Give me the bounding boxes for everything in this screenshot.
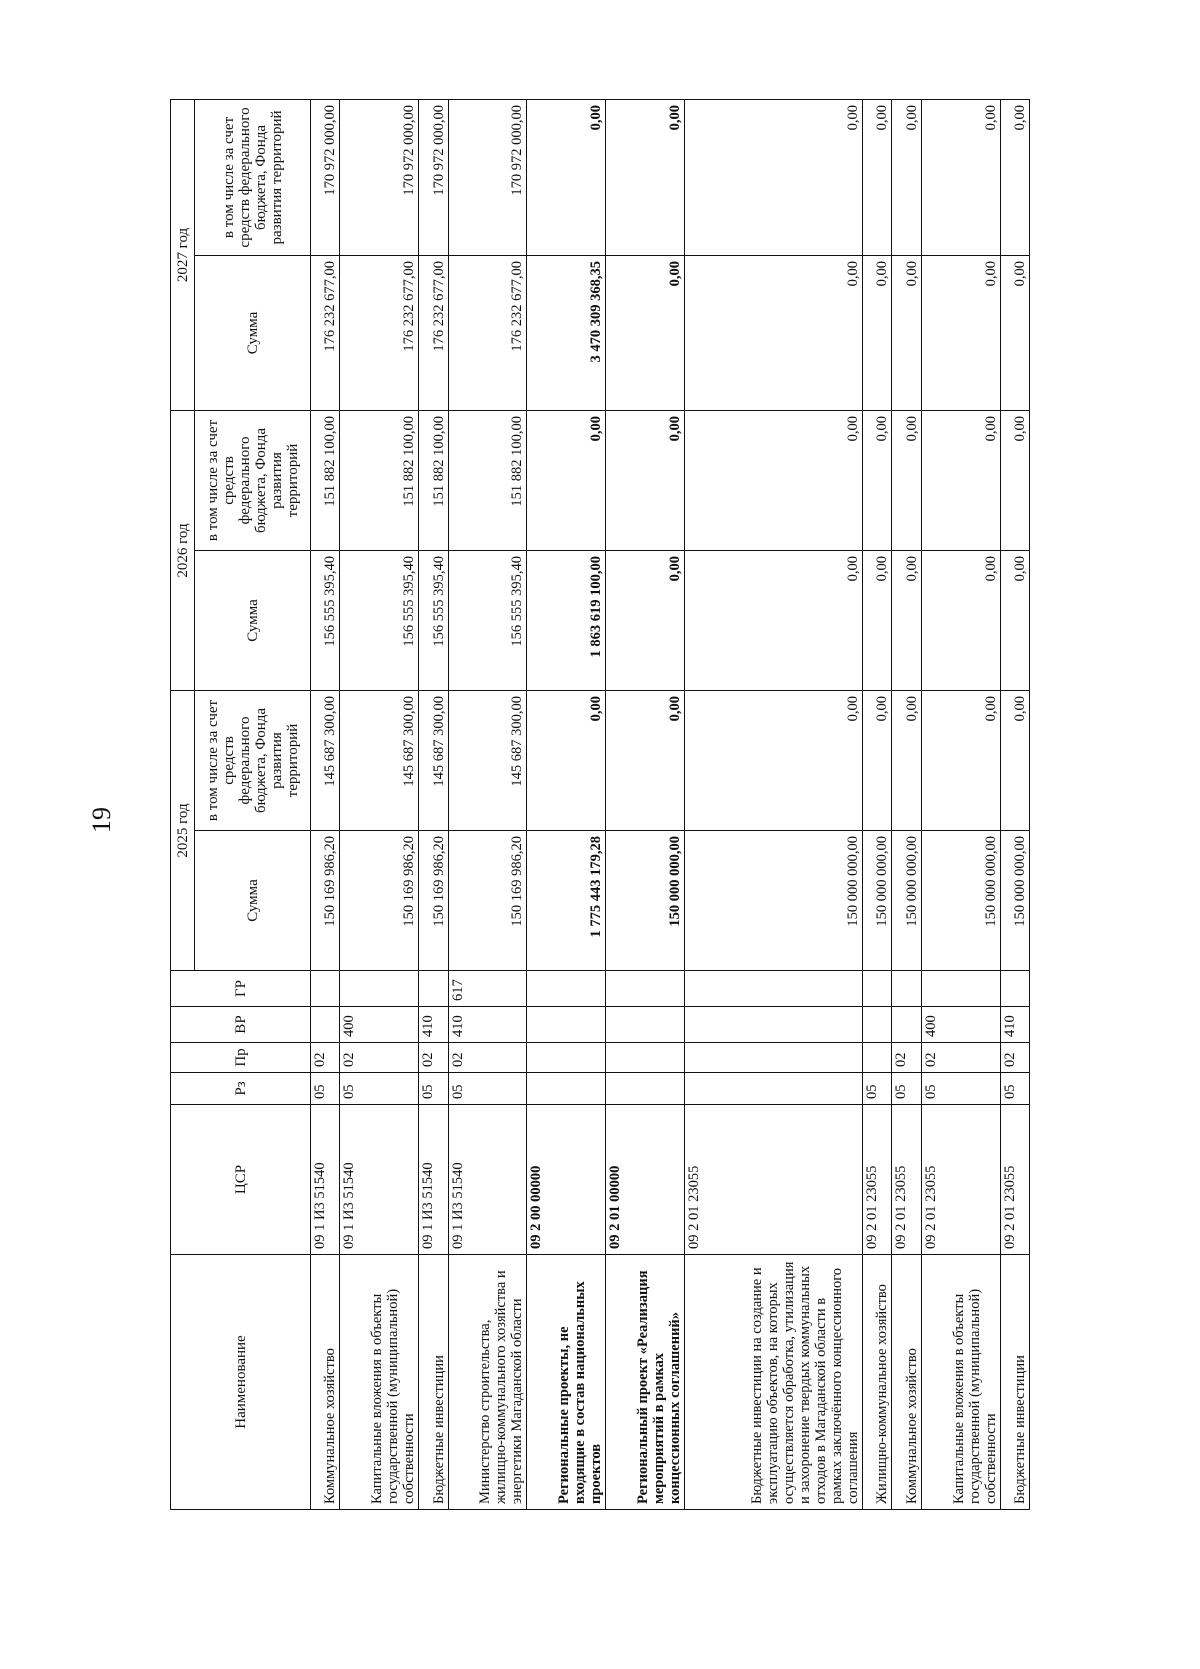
- row-csr: 09 1 И3 51540: [448, 1105, 527, 1255]
- row-sum-2026: 156 555 395,40: [311, 550, 340, 690]
- row-federal-2026: 151 882 100,00: [340, 410, 419, 550]
- row-federal-2025: 0,00: [685, 690, 863, 830]
- row-sum-2026: 0,00: [606, 550, 685, 690]
- row-sum-2027: 0,00: [862, 255, 891, 410]
- row-rz: 05: [1000, 1073, 1029, 1105]
- row-sum-2026: 0,00: [921, 550, 1000, 690]
- row-csr: 09 1 И3 51540: [340, 1105, 419, 1255]
- row-sum-2027: 0,00: [1000, 255, 1029, 410]
- row-gr: [340, 971, 419, 1007]
- row-federal-2026: 0,00: [606, 410, 685, 550]
- row-rz: 05: [448, 1073, 527, 1105]
- row-sum-2026: 0,00: [1000, 550, 1029, 690]
- row-federal-2025: 145 687 300,00: [340, 690, 419, 830]
- row-name: Бюджетные инвестиции на создание и эксплуатацию объектов, на которых осуществляется обработка, утилизация и захоронение твердых коммунальных отходов в Магаданской области в рамках заключённого концессионного соглашения: [685, 1255, 863, 1510]
- table-row: [340, 99, 419, 1509]
- row-federal-2027: 0,00: [606, 99, 685, 255]
- row-federal-2025: 145 687 300,00: [419, 690, 448, 830]
- row-federal-2025: 0,00: [1000, 690, 1029, 830]
- table-row: [862, 99, 891, 1509]
- row-sum-2027: 176 232 677,00: [448, 255, 527, 410]
- row-federal-2025: 145 687 300,00: [448, 690, 527, 830]
- header-vr: ВР: [171, 1007, 311, 1043]
- page-number: 19: [87, 807, 116, 833]
- row-sum-2026: 0,00: [685, 550, 863, 690]
- row-vr: 400: [921, 1007, 1000, 1043]
- row-csr: 09 1 И3 51540: [419, 1105, 448, 1255]
- row-name: Бюджетные инвестиции: [419, 1255, 448, 1510]
- header-csr: ЦСР: [171, 1105, 311, 1255]
- row-name: Капитальные вложения в объекты государственной (муниципальной) собственности: [340, 1255, 419, 1510]
- row-rz: 05: [862, 1073, 891, 1105]
- row-sum-2025: 1 775 443 179,28: [527, 831, 606, 971]
- row-sum-2027: 0,00: [921, 255, 1000, 410]
- row-gr: 617: [448, 971, 527, 1007]
- header-federal-2027: в том числе за счет средств федерального бюджета, Фонда развития территорий: [195, 99, 311, 255]
- row-federal-2025: 0,00: [527, 690, 606, 830]
- row-pr: 02: [892, 1043, 921, 1073]
- row-sum-2026: 156 555 395,40: [448, 550, 527, 690]
- row-rz: [685, 1073, 863, 1105]
- row-csr: 09 2 01 23055: [921, 1105, 1000, 1255]
- header-pr: Пр: [171, 1043, 311, 1073]
- row-csr: 09 1 И3 51540: [311, 1105, 340, 1255]
- row-federal-2026: 0,00: [685, 410, 863, 550]
- header-year-2025: 2025 год: [171, 690, 195, 970]
- row-federal-2027: 0,00: [862, 99, 891, 255]
- row-name: Коммунальное хозяйство: [311, 1255, 340, 1510]
- row-sum-2025: 150 169 986,20: [419, 831, 448, 971]
- row-federal-2026: 0,00: [1000, 410, 1029, 550]
- row-sum-2026: 156 555 395,40: [340, 550, 419, 690]
- row-sum-2025: 150 000 000,00: [606, 831, 685, 971]
- budget-table-rotated: [170, 104, 1030, 1510]
- row-federal-2027: 0,00: [527, 99, 606, 255]
- row-rz: [606, 1073, 685, 1105]
- table-row: [448, 99, 527, 1509]
- row-name: Министерство строительства, жилищно-коммунального хозяйства и энергетики Магаданской области: [448, 1255, 527, 1510]
- row-sum-2025: 150 000 000,00: [921, 831, 1000, 971]
- row-federal-2026: 151 882 100,00: [448, 410, 527, 550]
- row-vr: [892, 1007, 921, 1043]
- header-sum-2026: Сумма: [195, 550, 311, 690]
- row-federal-2026: 0,00: [921, 410, 1000, 550]
- header-year-2027: 2027 год: [171, 99, 195, 410]
- row-vr: 410: [419, 1007, 448, 1043]
- row-gr: [606, 971, 685, 1007]
- row-vr: [527, 1007, 606, 1043]
- row-csr: 09 2 01 00000: [606, 1105, 685, 1255]
- row-vr: [862, 1007, 891, 1043]
- row-sum-2026: 0,00: [862, 550, 891, 690]
- budget-table: [170, 99, 1030, 1510]
- row-federal-2027: 170 972 000,00: [448, 99, 527, 255]
- row-pr: 02: [311, 1043, 340, 1073]
- row-sum-2027: 0,00: [685, 255, 863, 410]
- row-federal-2027: 0,00: [1000, 99, 1029, 255]
- row-federal-2027: 0,00: [921, 99, 1000, 255]
- row-rz: 05: [311, 1073, 340, 1105]
- row-sum-2025: 150 000 000,00: [685, 831, 863, 971]
- row-federal-2026: 151 882 100,00: [311, 410, 340, 550]
- row-name: Региональный проект «Реализация мероприятий в рамках концессионных соглашений»: [606, 1255, 685, 1510]
- row-sum-2027: 0,00: [892, 255, 921, 410]
- row-pr: 02: [1000, 1043, 1029, 1073]
- row-federal-2025: 145 687 300,00: [311, 690, 340, 830]
- row-sum-2027: 3 470 309 368,35: [527, 255, 606, 410]
- row-gr: [419, 971, 448, 1007]
- row-vr: [606, 1007, 685, 1043]
- row-csr: 09 2 01 23055: [1000, 1105, 1029, 1255]
- row-rz: 05: [921, 1073, 1000, 1105]
- row-pr: 02: [448, 1043, 527, 1073]
- row-name: Бюджетные инвестиции: [1000, 1255, 1029, 1510]
- row-federal-2026: 0,00: [527, 410, 606, 550]
- row-gr: [921, 971, 1000, 1007]
- row-gr: [311, 971, 340, 1007]
- table-row: [311, 99, 340, 1509]
- row-federal-2025: 0,00: [921, 690, 1000, 830]
- header-gr: ГР: [171, 971, 311, 1007]
- row-federal-2025: 0,00: [892, 690, 921, 830]
- row-rz: 05: [340, 1073, 419, 1105]
- header-name: Наименование: [171, 1255, 311, 1510]
- row-gr: [685, 971, 863, 1007]
- row-federal-2026: 0,00: [892, 410, 921, 550]
- row-federal-2027: 0,00: [892, 99, 921, 255]
- row-sum-2025: 150 169 986,20: [340, 831, 419, 971]
- row-sum-2027: 176 232 677,00: [311, 255, 340, 410]
- row-csr: 09 2 01 23055: [685, 1105, 863, 1255]
- row-name: Капитальные вложения в объекты государственной (муниципальной) собственности: [921, 1255, 1000, 1510]
- row-sum-2025: 150 169 986,20: [448, 831, 527, 971]
- row-federal-2025: 0,00: [862, 690, 891, 830]
- row-sum-2026: 0,00: [892, 550, 921, 690]
- row-sum-2026: 156 555 395,40: [419, 550, 448, 690]
- table-row: [527, 99, 606, 1509]
- header-federal-2026: в том числе за счет средств федерального бюджета, Фонда развития территорий: [195, 410, 311, 550]
- row-sum-2027: 0,00: [606, 255, 685, 410]
- table-row: [606, 99, 685, 1509]
- row-federal-2027: 0,00: [685, 99, 863, 255]
- header-federal-2025: в том числе за счет средств федерального бюджета, Фонда развития территорий: [195, 690, 311, 830]
- row-pr: 02: [921, 1043, 1000, 1073]
- row-federal-2026: 0,00: [862, 410, 891, 550]
- row-gr: [527, 971, 606, 1007]
- row-pr: 02: [419, 1043, 448, 1073]
- row-sum-2026: 1 863 619 100,00: [527, 550, 606, 690]
- row-pr: [862, 1043, 891, 1073]
- row-csr: 09 2 01 23055: [892, 1105, 921, 1255]
- row-csr: 09 2 01 23055: [862, 1105, 891, 1255]
- table-row: [685, 99, 863, 1509]
- row-gr: [862, 971, 891, 1007]
- row-vr: 400: [340, 1007, 419, 1043]
- row-name: Жилищно-коммунальное хозяйство: [862, 1255, 891, 1510]
- row-pr: [606, 1043, 685, 1073]
- row-federal-2025: 0,00: [606, 690, 685, 830]
- row-name: Региональные проекты, не входящие в состав национальных проектов: [527, 1255, 606, 1510]
- row-sum-2027: 176 232 677,00: [419, 255, 448, 410]
- row-vr: 410: [1000, 1007, 1029, 1043]
- header-year-2026: 2026 год: [171, 410, 195, 690]
- row-federal-2027: 170 972 000,00: [340, 99, 419, 255]
- row-pr: [527, 1043, 606, 1073]
- row-pr: 02: [340, 1043, 419, 1073]
- row-vr: 410: [448, 1007, 527, 1043]
- row-federal-2027: 170 972 000,00: [419, 99, 448, 255]
- row-vr: [685, 1007, 863, 1043]
- row-rz: 05: [419, 1073, 448, 1105]
- row-federal-2027: 170 972 000,00: [311, 99, 340, 255]
- row-federal-2026: 151 882 100,00: [419, 410, 448, 550]
- row-sum-2025: 150 000 000,00: [862, 831, 891, 971]
- header-sum-2025: Сумма: [195, 831, 311, 971]
- row-gr: [892, 971, 921, 1007]
- row-rz: [527, 1073, 606, 1105]
- row-name: Коммунальное хозяйство: [892, 1255, 921, 1510]
- header-sum-2027: Сумма: [195, 255, 311, 410]
- row-csr: 09 2 00 00000: [527, 1105, 606, 1255]
- row-sum-2027: 176 232 677,00: [340, 255, 419, 410]
- table-row: [1000, 99, 1029, 1509]
- table-row: [921, 99, 1000, 1509]
- table-row: [419, 99, 448, 1509]
- row-pr: [685, 1043, 863, 1073]
- row-sum-2025: 150 000 000,00: [892, 831, 921, 971]
- header-rz: Рз: [171, 1073, 311, 1105]
- row-sum-2025: 150 000 000,00: [1000, 831, 1029, 971]
- table-row: [892, 99, 921, 1509]
- row-sum-2025: 150 169 986,20: [311, 831, 340, 971]
- row-gr: [1000, 971, 1029, 1007]
- row-rz: 05: [892, 1073, 921, 1105]
- row-vr: [311, 1007, 340, 1043]
